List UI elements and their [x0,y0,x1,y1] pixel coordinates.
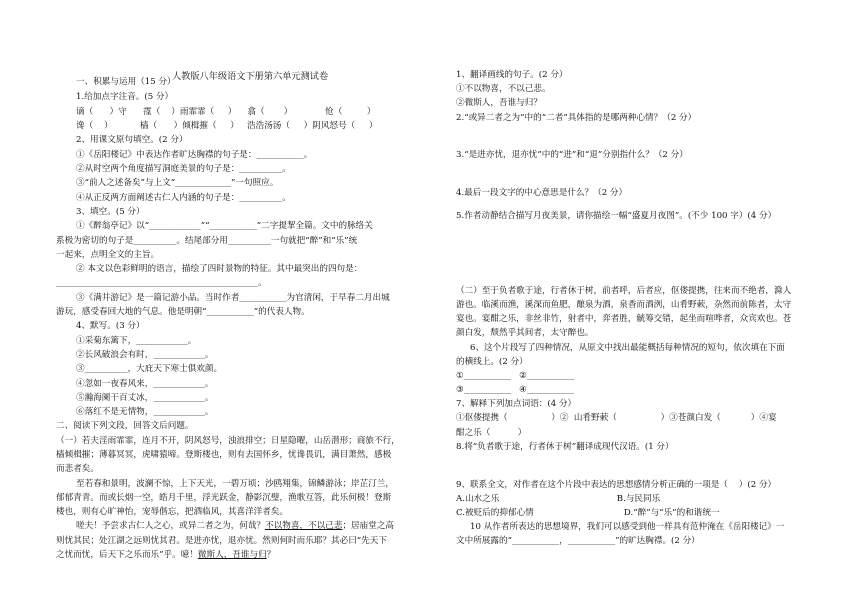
right-text-line [470,344,785,353]
line-text: 9、联系全文，对作者在这个片段中表达的思想感情分析正确的一项是（ ）(2 分） [456,480,777,490]
left-text-line [76,265,362,274]
line-text: ②长风破浪会有时，____________。 [76,350,214,360]
left-text-line [76,122,377,131]
left-text-line [56,508,288,517]
line-text-rest: ？ [266,550,276,560]
right-text-line [470,523,784,532]
line-text: ①《醉翁亭记》以“____________”“___________”二字提挈全篇。文中的脉络关 [76,221,373,231]
right-text-line [456,315,791,324]
line-text: 楼也，则有心旷神怡，宠辱偕忘，把酒临风，其喜洋洋者矣。 [56,507,289,517]
left-text-line [76,365,222,374]
left-text-line [76,337,196,346]
left-text-line [56,537,387,546]
left-text-line [56,494,391,503]
right-text-line [456,329,594,338]
line-text: ①采菊东篱下，____________。 [76,336,197,346]
left-text-line [56,422,194,431]
right-text-line [456,372,574,381]
line-text: 2、用课文原句填空。(2 分） [76,135,188,145]
left-text-line [76,408,214,417]
right-text-line [456,414,777,423]
line-text: 二、阅读下列文段，回答文后问题。 [56,421,194,431]
left-text-line [76,78,176,87]
line-text: 系极为密切的句子是__________。结尾部分用__________一句就把“醉”和“乐”统 [56,236,358,246]
left-text-line [76,480,394,489]
line-text: （一）若夫淫雨霏霏，连月不开，阴风怒号，浊浪排空；日星隐曜，山岳潜形；商旅不行， [56,436,400,446]
left-text-line [76,522,394,531]
right-text-line [456,189,627,198]
line-text: ② 本文以色彩鲜明的语言，描绘了四时景物的特征。其中最突出的四句是： [76,264,363,274]
line-text: 3.“是进亦忧，退亦忧”中的“进”和“退”分别指什么？（2 分） [456,150,688,160]
left-text-line [56,437,400,446]
right-text-line [456,301,791,310]
line-text: ②微斯人，吾谁与归？ [456,98,542,108]
left-text-line [76,208,145,217]
left-text-line [76,165,291,174]
line-text: ③“前人之述备矣”与上文“_____________”一句照应。 [76,178,279,188]
left-text-line [76,151,312,160]
line-text: 文中所展露的“___________，___________”的旷达胸襟。(2 分） [456,536,700,546]
right-text-line [456,509,720,518]
line-text: 5.作者动静结合描写月夜美景，请你描绘一幅“盛夏月夜图”。(不少 100 字）(4 分） [456,211,777,221]
line-text: 而悲者矣。 [56,464,99,474]
line-text: ③__________，大庇天下寒士俱欢颜。 [76,364,223,374]
left-text-line [56,279,267,288]
line-text: ④忽如一夜春风来，____________。 [76,379,214,389]
line-text: 谗（ ） 樯（ ）倾楫摧（ ） 浩浩汤汤（ ）阴风怒号（ ） [76,121,378,131]
right-text-line [456,71,568,80]
right-text-line [456,99,542,108]
right-text-line [456,443,674,452]
line-text: A.山水之乐 B.与民同乐 [456,494,661,504]
line-text: ⑤瀚海阑干百丈冰，____________。 [76,393,214,403]
right-text-line [456,386,574,395]
line-text: 至若春和景明，波澜不惊，上下天光，一碧万顷；沙鸥翔集，锦鳞游泳；岸芷汀兰， [76,479,394,489]
line-text: 8.将“负者歌于途，行者休于树”翻译成现代汉语。(1 分） [456,442,674,452]
left-text-line [76,179,278,188]
underlined-sentence: 不以物喜，不以己悲 [265,521,343,531]
right-text-line [456,114,696,123]
line-text: 的横线上。(2 分） [456,357,528,367]
left-text-line [56,308,310,317]
line-text: _______________________________________________。 [56,278,267,288]
line-text: 酣之乐（ ） [456,428,527,438]
line-text: 1.给加点字注音。(5 分） [76,92,174,102]
line-text: ⑥落红不是无情物，____________。 [76,407,214,417]
right-text-line [456,495,660,504]
left-text-line [76,222,373,231]
line-text: 樯倾楫摧；薄暮冥冥，虎啸猿啼。登斯楼也，则有去国怀乡，忧谗畏讥，满目萧然，感极 [56,450,392,460]
line-text: ②从时空两个角度描写洞庭美景的句子是：__________。 [76,164,291,174]
left-text-line [76,136,188,145]
line-text: ③《满井游记》是一篇记游小品。当时作者___________为官清闲，于早春二月出城 [76,293,390,303]
line-text: 郁郁青青。而或长烟一空，皓月千里，浮光跃金，静影沉璧，渔歌互答，此乐何极！登斯 [56,493,392,503]
line-text: ①不以物喜，不以己悲。 [456,84,551,94]
right-text-line [456,212,776,221]
line-text: 谪（ ）守 霪（ ）雨霏霏（ ） 翕（ ） 怆（ ） [76,107,376,117]
line-text: 2.“或异二者之为”中的“二者”具体指的是哪两种心情？（2 分） [456,113,697,123]
line-text: 一、积累与运用（15 分） [76,77,176,87]
line-text: 4、默写。(3 分） [76,321,145,331]
right-text-line [456,429,526,438]
line-text: 一起来，点明全文的主旨。 [56,250,160,260]
line-text: 4.最后一段文字的中心意思是什么？（2 分） [456,188,628,198]
left-text-line [76,194,291,203]
line-text-rest: ；居庙堂之高 [342,521,395,531]
line-text: 游玩，感受春回大地的气息。他是明朝“___________”的代表人物。 [56,307,310,317]
left-text-line [76,322,145,331]
right-text-line [456,481,776,490]
line-text: 宴也。宴酣之乐，非丝非竹，射者中，弈者胜，觥筹交错，起坐而喧哗者，众宾欢也。苍 [456,314,792,324]
line-text: C.被贬后的抑郁心情 D.“醉”与“乐”的和谐统一 [456,508,720,518]
underlined-sentence: 微斯人，吾谁与归 [197,550,267,560]
line-text: 10 从作者所表达的思想境界，我们可以感受到他一样具有范仲淹在《岳阳楼记》一 [470,522,785,532]
left-text-line [76,294,390,303]
left-text-line [76,380,214,389]
left-text-line [56,237,357,246]
line-text: 1、翻译画线的句子。(2 分） [456,70,568,80]
right-text-line [456,400,576,409]
left-text-line [76,351,214,360]
right-text-line [456,287,791,296]
line-text: 嗟夫！予尝求古仁人之心，或异二者之为，何哉？ [76,521,266,531]
line-text: 则忧其民；处江湖之远则忧其君。是进亦忧，退亦忧。然则何时而乐耶？其必曰“先天下 [56,536,387,546]
line-text: ①___________ ②___________ [456,371,575,381]
line-text: ③___________ ④___________ [456,385,575,395]
left-text-line [76,93,173,102]
line-text: （二）至于负者歌于途，行者休于树，前者呼，后者应，伛偻提携，往来而不绝者，滁人 [456,286,792,296]
line-text: 3、填空。(5 分） [76,207,145,217]
line-text: ④从正反两方面阐述古仁人内涵的句子是：__________。 [76,193,291,203]
right-text-line [456,151,688,160]
left-text-line [56,251,159,260]
exam-title: 人教版八年级语文下册第六单元测试卷 [172,71,329,82]
right-text-line [456,85,551,94]
line-text: 游也。临溪而渔，溪深而鱼肥，酿泉为酒，泉香而酒洌，山肴野蔌，杂然而前陈者，太守 [456,300,792,310]
left-text-line [56,465,99,474]
left-text-line [56,551,275,560]
line-text: 7、解释下列加点词语：(4 分） [456,399,577,409]
left-text-line [76,108,375,117]
line-text: 之忧而忧，后天下之乐而乐”乎。噫！ [56,550,198,560]
right-text-line [456,537,700,546]
line-text: ①伛偻提携（ ）② 山肴野蔌（ ）③苍颜白发（ ）④宴 [456,413,777,423]
left-text-line [56,451,391,460]
right-text-line [456,358,528,367]
line-text: ①《岳阳楼记》中表达作者旷达胸襟的句子是：___________。 [76,150,313,160]
line-text: 6、这个片段写了四种情况，从原文中找出最能概括每种情况的短句，依次填在下面 [470,343,785,353]
line-text: 颜白发，颓然乎其间者，太守醉也。 [456,328,594,338]
left-text-line [76,394,214,403]
